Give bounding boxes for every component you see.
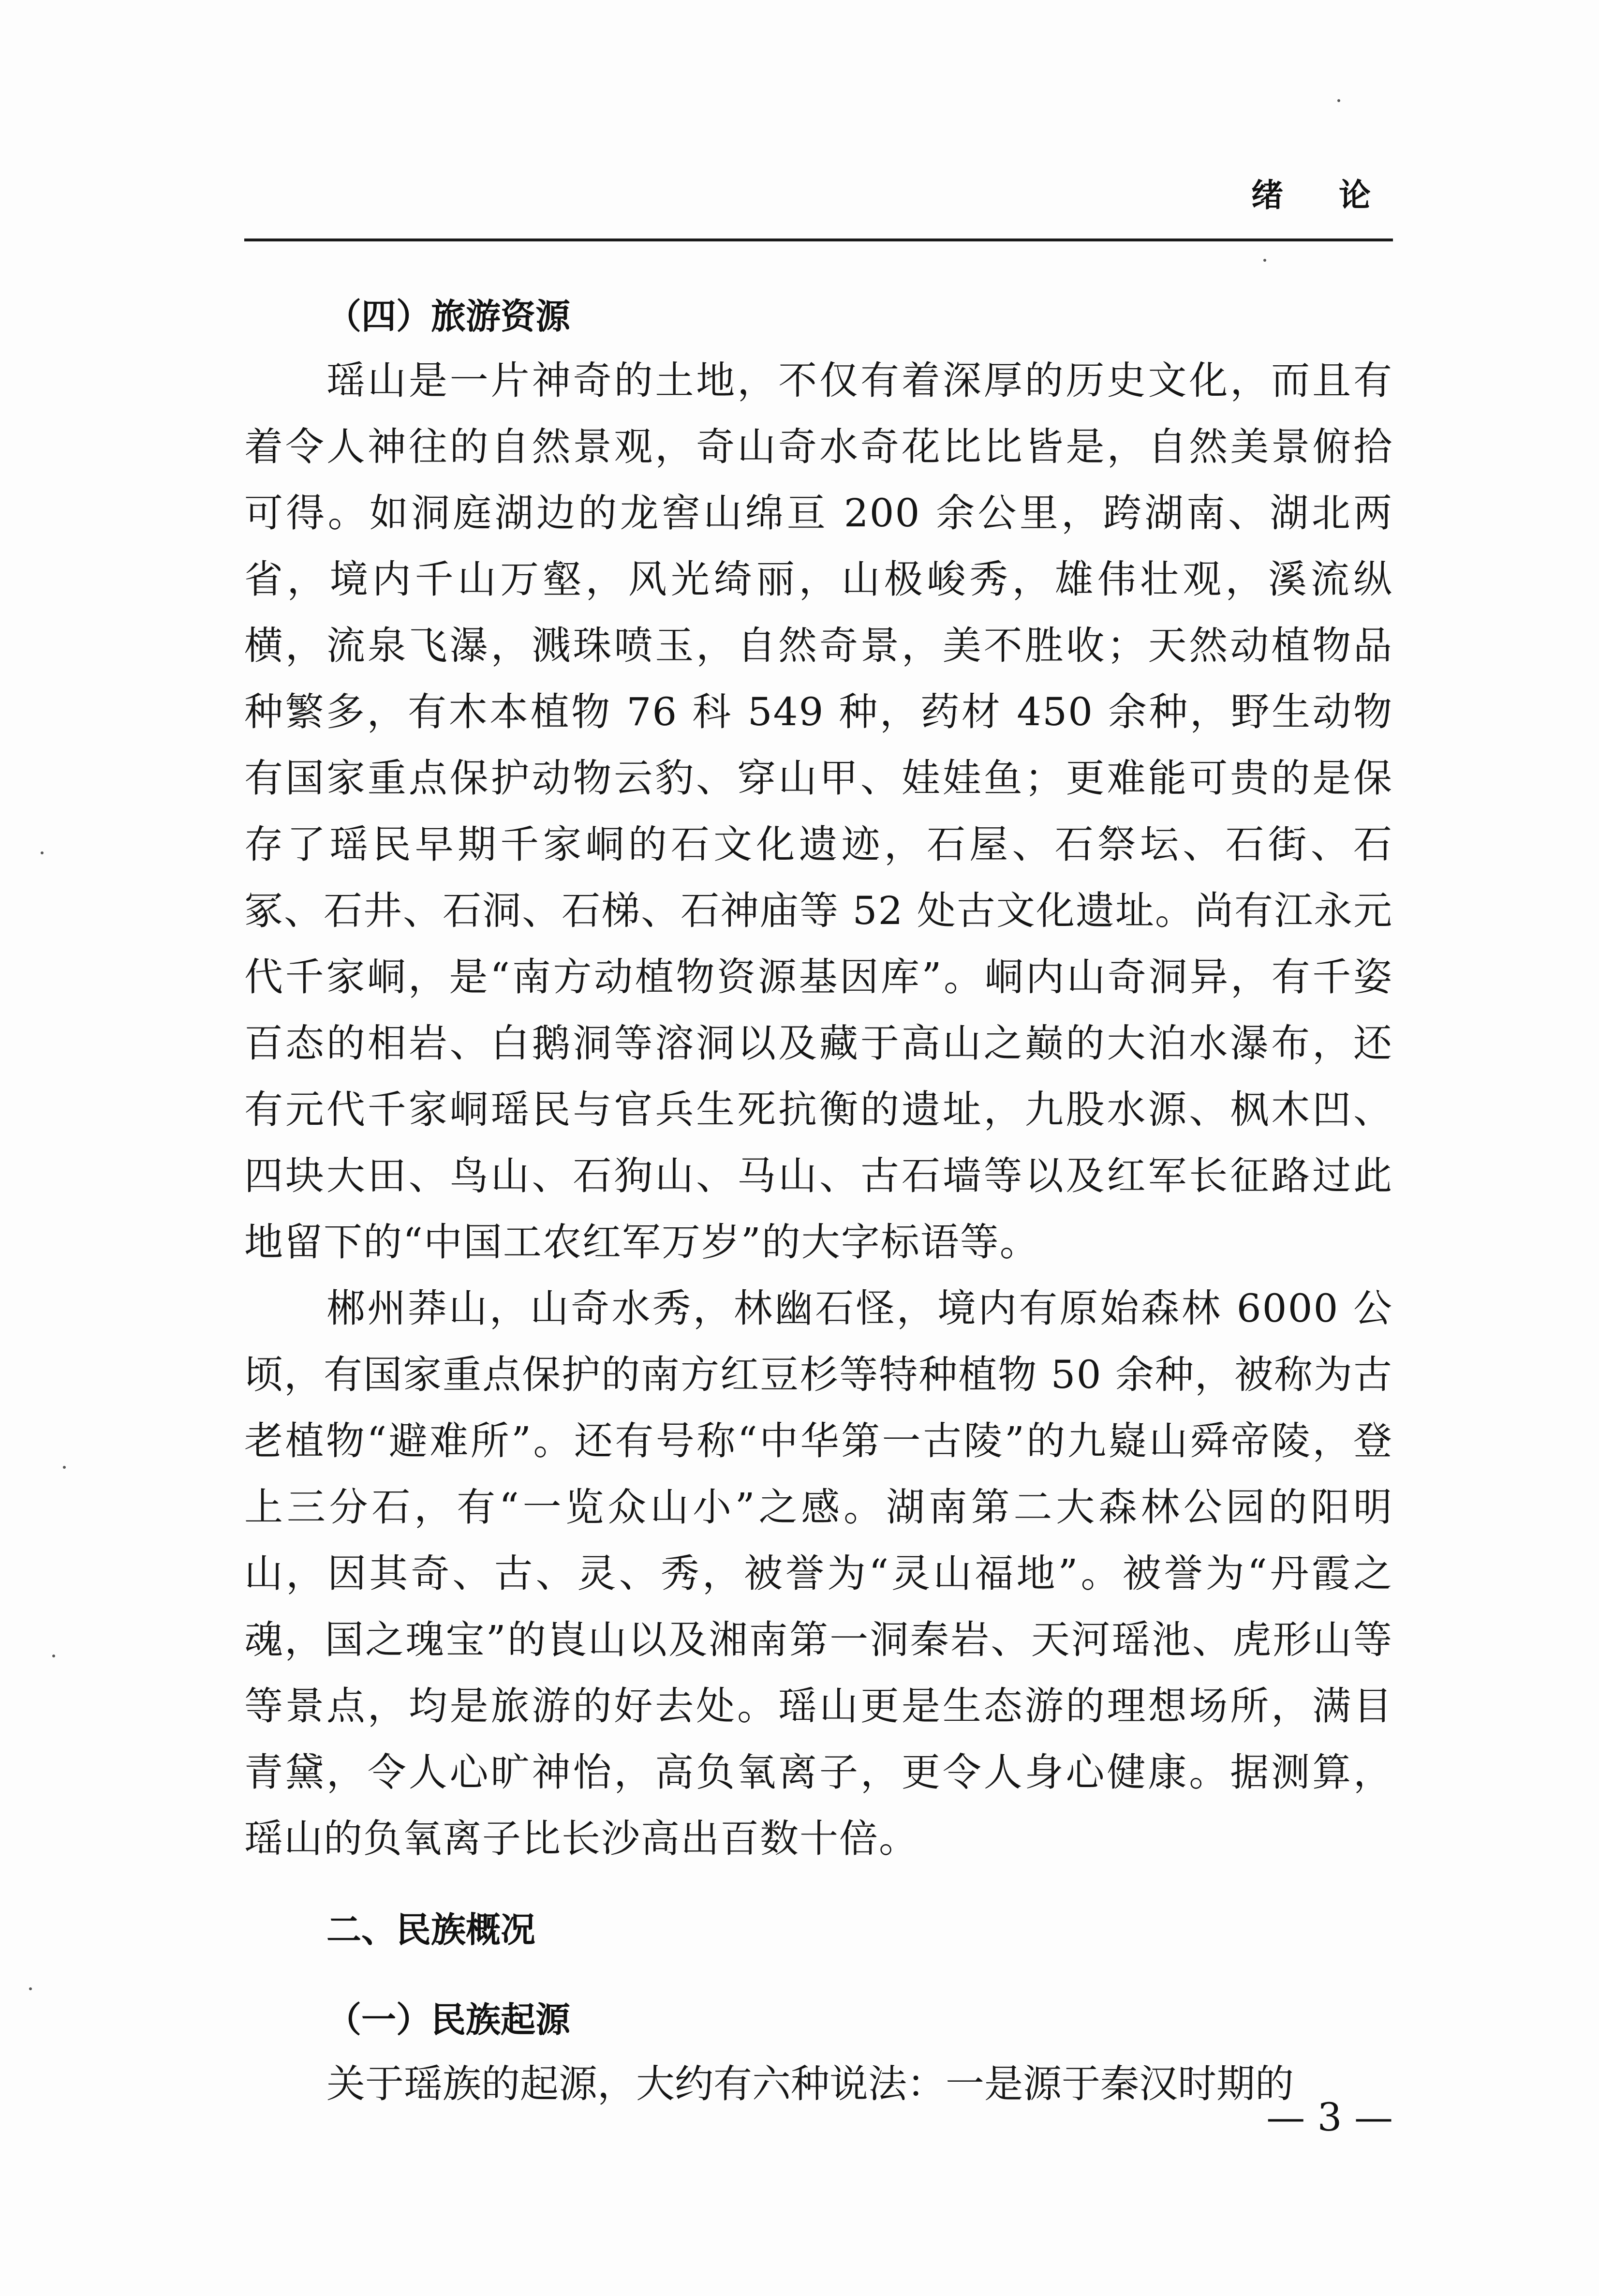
paragraph-tourism-2: 郴州莽山，山奇水秀，林幽石怪，境内有原始森林 6000 公顷，有国家重点保护的南方红豆杉等特种植物 50 余种，被称为古老植物“避难所”。还有号称“中华第一古陵”的九嶷山舜帝陵，登上三分石，有“一览众山小”之感。湖南第二大森林公园的阳明山，因其奇、古、灵、秀，被誉为“灵山福地”。被誉为“丹霞之魂，国之瑰宝”的崀山以及湘南第一洞秦岩、天河瑶池、虎形山等等景点，均是旅游的好去处。瑶山更是生态游的理想场所，满目青黛，令人心旷神怡，高负氧离子，更令人身心健康。据测算，瑶山的负氧离子比长沙高出百数十倍。 xyxy=(244,1286,1393,1861)
header-rule xyxy=(244,239,1393,241)
subsection-heading-ethnic-origin: （一）民族起源 xyxy=(326,1999,571,2040)
paragraph-ethnic-origin: 关于瑶族的起源，大约有六种说法：一是源于秦汉时期的 xyxy=(326,2061,1294,2106)
section-heading-ethnic-overview: 二、民族概况 xyxy=(326,1909,536,1950)
running-head: 绪 论 xyxy=(1251,177,1393,214)
scan-speck xyxy=(52,1655,55,1657)
scan-speck xyxy=(29,1987,32,1990)
scan-speck xyxy=(1263,259,1266,262)
subsection-heading-tourism: （四）旅游资源 xyxy=(326,296,571,337)
paragraph-tourism-1: 瑶山是一片神奇的土地，不仅有着深厚的历史文化，而且有着令人神往的自然景观，奇山奇水奇花比比皆是，自然美景俯拾可得。如洞庭湖边的龙窖山绵亘 200 余公里，跨湖南、湖北两省，境内千山万壑，风光绮丽，山极峻秀，雄伟壮观，溪流纵横，流泉飞瀑，溅珠喷玉，自然奇景，美不胜收；天然动植物品种繁多，有木本植物 76 科 549 种，药材 450 余种，野生动物有国家重点保护动物云豹、穿山甲、娃娃鱼；更难能可贵的是保存了瑶民早期千家峒的石文化遗迹，石屋、石祭坛、石街、石冢、石井、石洞、石梯、石神庙等 52 处古文化遗址。尚有江永元代千家峒，是“南方动植物资源基因库”。峒内山奇洞异，有千姿百态的相岩、白鹅洞等溶洞以及藏于高山之巅的大泊水瀑布，还有元代千家峒瑶民与官兵生死抗衡的遗址，九股水源、枫木凹、四块大田、鸟山、石狗山、马山、古石墙等以及红军长征路过此地留下的“中国工农红军万岁”的大字标语等。 xyxy=(244,358,1393,1265)
body-text xyxy=(244,285,1393,2117)
scan-speck xyxy=(41,851,44,854)
page-number: — 3 — xyxy=(1266,2095,1393,2140)
scan-speck xyxy=(63,1466,66,1469)
scan-speck xyxy=(1337,99,1340,102)
